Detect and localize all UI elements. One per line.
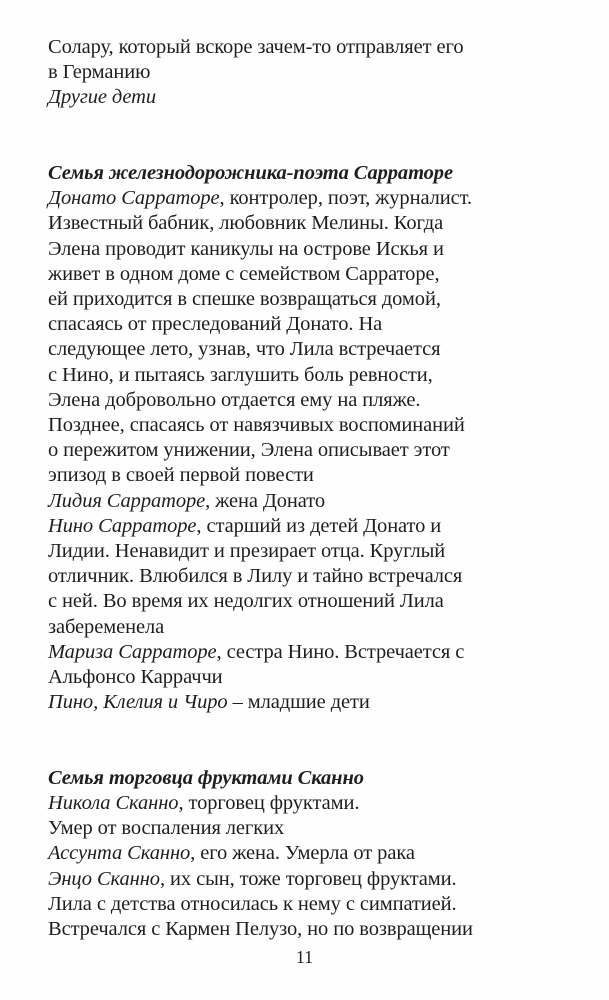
section-gap xyxy=(48,715,583,765)
character-name: Никола Сканно xyxy=(48,792,179,815)
entry-assunta xyxy=(48,841,583,866)
text-line: о пережитом унижении, Элена описывает этот xyxy=(48,439,450,462)
text-line: с Нино, и пытаясь заглушить боль ревности, xyxy=(48,363,433,386)
entry-text: – младшие дети xyxy=(227,691,370,714)
text-line: Известный бабник, любовник Мелины. Когда xyxy=(48,212,444,235)
text-line: забеременела xyxy=(48,615,165,638)
page-number: 11 xyxy=(295,947,314,967)
text-line: Элена проводит каникулы на острове Искья и xyxy=(48,237,444,260)
text-line: Лила с детства относилась к нему с симпатией. xyxy=(48,892,457,915)
entry-text: , сестра Нино. Встречается с xyxy=(216,640,465,663)
section-heading: Семья железнодорожника-поэта Сарраторе xyxy=(48,162,453,184)
text-line: следующее лето, узнав, что Лила встречается xyxy=(48,338,441,361)
text-line: Альфонсо Карраччи xyxy=(48,666,223,689)
text-line: Встречался с Кармен Пелузо, но по возвращении xyxy=(48,918,473,941)
text-line: ей приходится в спешке возвращаться домой, xyxy=(48,288,441,311)
character-name: Нино Сарраторе xyxy=(48,514,197,537)
section-gap xyxy=(48,111,583,161)
entry-nicola xyxy=(48,791,583,816)
character-name: Донато Сарраторе xyxy=(48,187,220,210)
text-line: Солару, который вскоре зачем-то отправляет его xyxy=(48,36,464,58)
entry-lidia xyxy=(48,489,583,514)
entry-younger-children xyxy=(48,690,583,715)
entry-nino xyxy=(48,514,583,539)
entry-text: , контролер, поэт, журналист. xyxy=(219,187,472,210)
scanno-section xyxy=(48,766,583,942)
text-line: Лидии. Ненавидит и презирает отца. Круглый xyxy=(48,540,446,563)
entry-text: , жена Донато xyxy=(205,489,325,512)
text-line: Элена добровольно отдается ему на пляже. xyxy=(48,388,421,411)
text-line: эпизод в своей первой повести xyxy=(48,464,314,487)
entry-text: , торговец фруктами. xyxy=(178,792,360,815)
text-line: Умер от воспаления легких xyxy=(48,817,285,840)
text-line: отличник. Влюбился в Лилу и тайно встречался xyxy=(48,565,463,588)
character-name: Энцо Сканно xyxy=(48,867,160,890)
character-name: Пино, Клелия и Чиро xyxy=(48,691,228,714)
text-line: в Германию xyxy=(48,61,151,84)
character-name: Лидия Сарраторе xyxy=(48,489,206,512)
entry-enzo xyxy=(48,867,583,892)
entry-text: , старший из детей Донато и xyxy=(196,514,442,537)
other-children-entry: Другие дети xyxy=(48,86,156,109)
text-line: Позднее, спасаясь от навязчивых воспоминаний xyxy=(48,414,465,437)
page-text xyxy=(48,35,583,942)
text-line: с ней. Во время их недолгих отношений Лила xyxy=(48,590,444,613)
character-name: Мариза Сарраторе xyxy=(48,640,217,663)
entry-text: , его жена. Умерла от рака xyxy=(190,842,415,865)
sarratore-section xyxy=(48,161,583,715)
character-name: Ассунта Сканно xyxy=(48,842,191,865)
entry-donato xyxy=(48,186,583,211)
entry-text: , их сын, тоже торговец фруктами. xyxy=(159,867,457,890)
entry-marisa xyxy=(48,640,583,665)
text-line: живет в одном доме с семейством Сарраторе, xyxy=(48,262,440,285)
section-heading: Семья торговца фруктами Сканно xyxy=(48,766,364,789)
text-line: спасаясь от преследований Донато. На xyxy=(48,313,383,336)
intro-section xyxy=(48,35,583,111)
